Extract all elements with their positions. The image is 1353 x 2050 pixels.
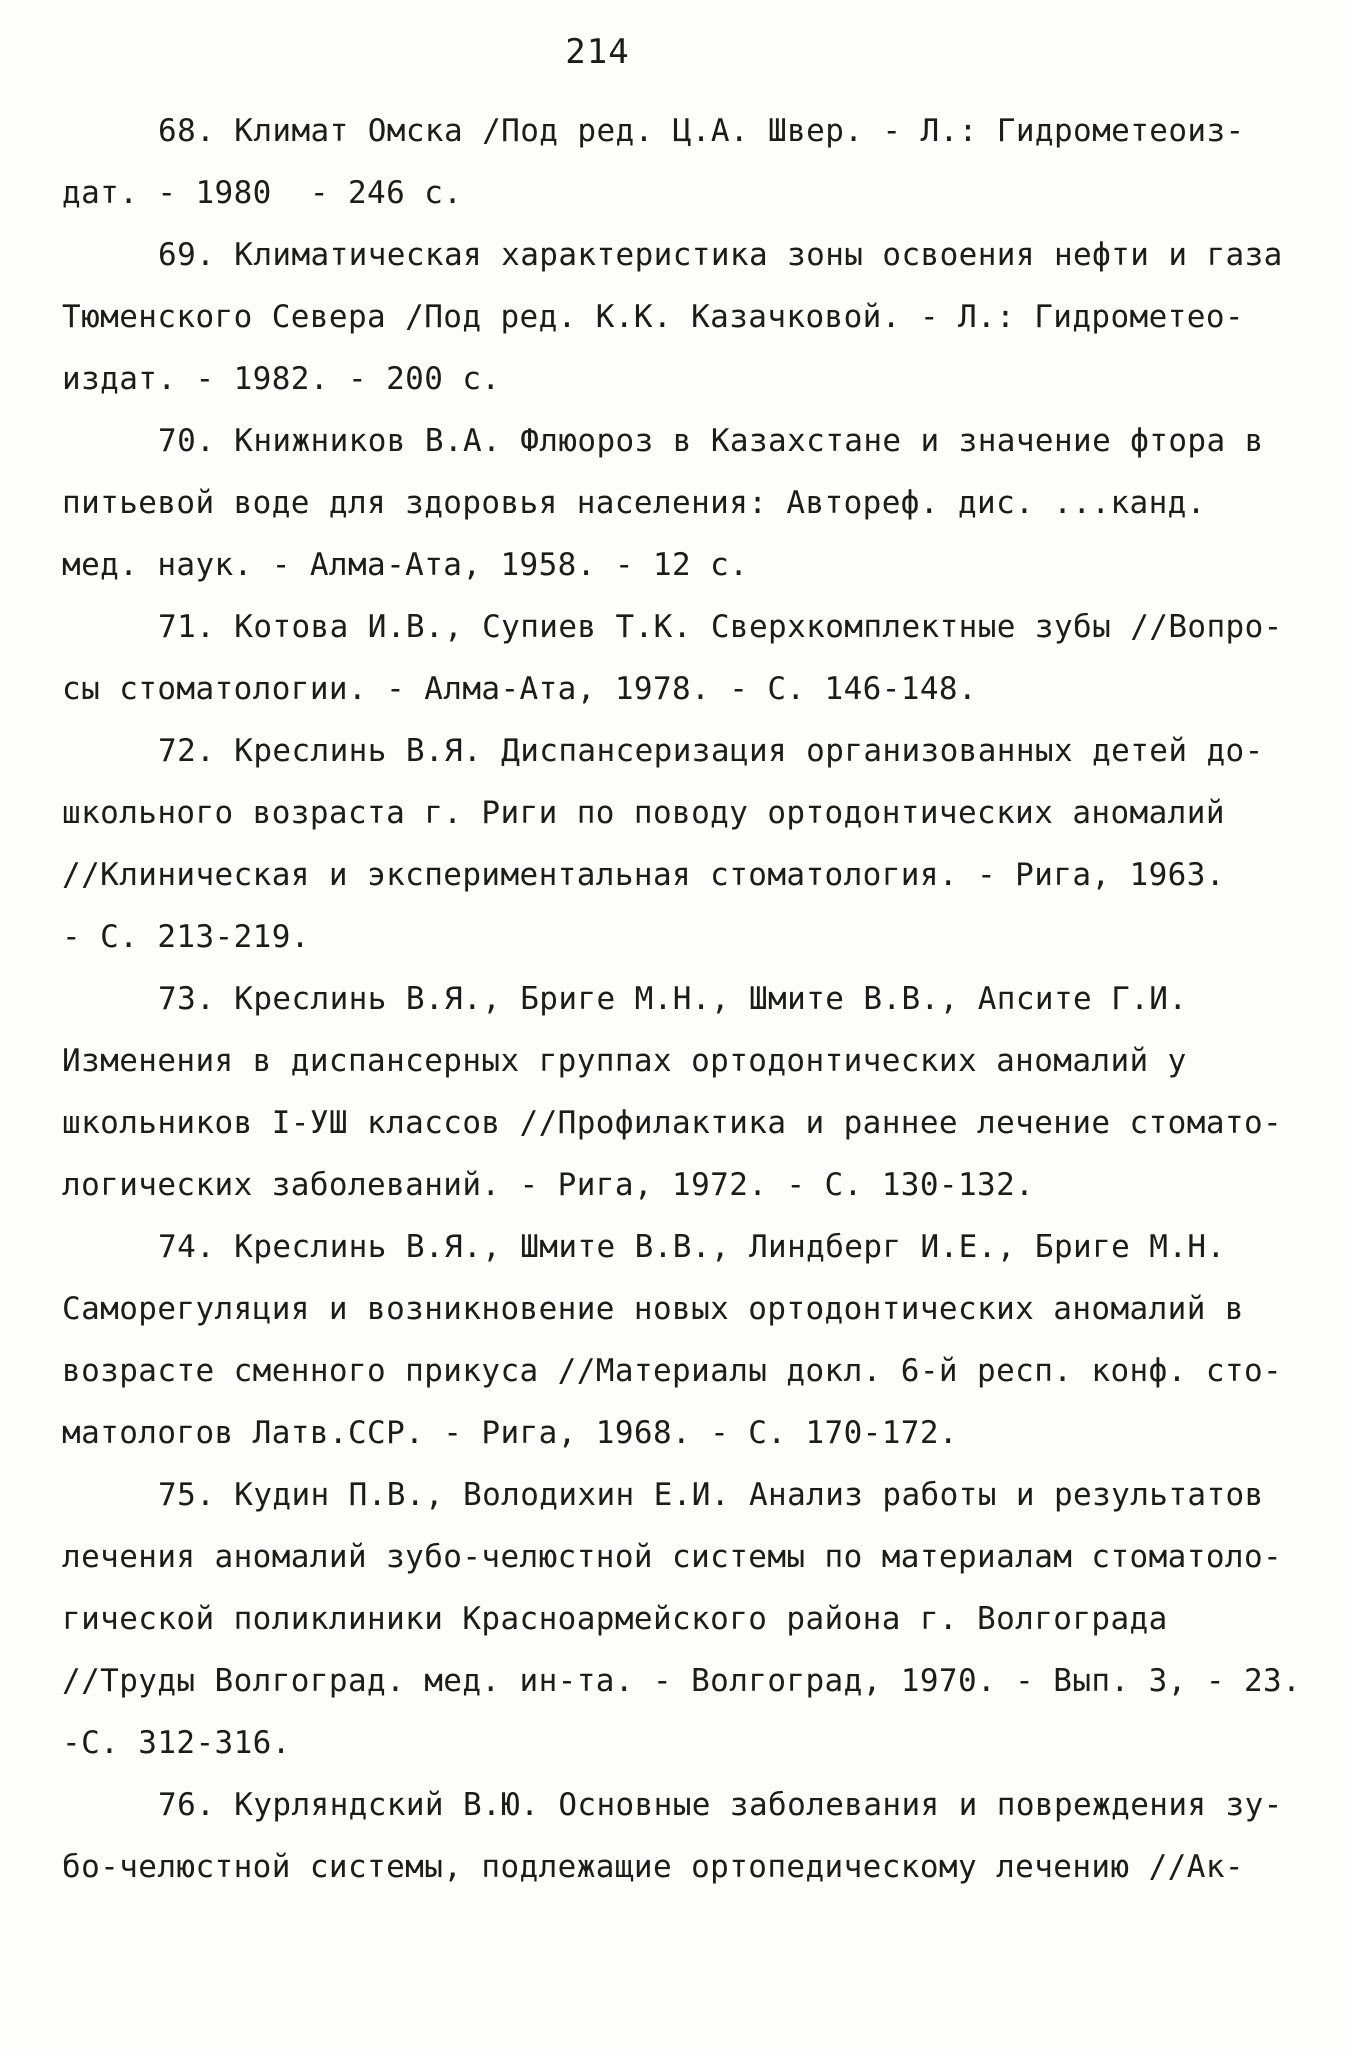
entry-first-line: 70. Книжников В.А. Флюороз в Казахстане и значение фтора в — [158, 423, 1264, 459]
entry-continuation-line: -С. 312-316. — [62, 1725, 291, 1761]
entry-continuation-line: школьного возраста г. Риги по поводу ортодонтических аномалий — [62, 795, 1225, 831]
entry-first-line: 73. Креслинь В.Я., Бриге М.Н., Шмите В.В., Апсите Г.И. — [158, 981, 1188, 1017]
entry-first-line: 72. Креслинь В.Я. Диспансеризация организованных детей до- — [158, 733, 1264, 769]
bibliography-entry — [62, 1464, 1302, 1774]
bibliography-entry — [62, 1216, 1293, 1464]
entry-first-line: 69. Климатическая характеристика зоны освоения нефти и газа — [158, 237, 1283, 273]
entry-continuation-line: питьевой воде для здоровья населения: Автореф. дис. ...канд. — [62, 485, 1206, 521]
entry-continuation-line: Тюменского Севера /Под ред. К.К. Казачковой. - Л.: Гидрометео- — [62, 299, 1244, 335]
entry-continuation-line: матологов Латв.ССР. - Рига, 1968. - С. 170-172. — [62, 1415, 958, 1451]
bibliography-entry — [62, 410, 1293, 596]
entry-continuation-line: логических заболеваний. - Рига, 1972. - С. 130-132. — [62, 1167, 1035, 1203]
bibliography-list — [62, 100, 1302, 1898]
entry-continuation-line: Саморегуляция и возникновение новых ортодонтических аномалий в — [62, 1291, 1244, 1327]
entry-first-line: 76. Курляндский В.Ю. Основные заболевания и повреждения зу- — [158, 1787, 1283, 1823]
entry-first-line: 71. Котова И.В., Супиев Т.К. Сверхкомплектные зубы //Вопро- — [158, 609, 1283, 645]
bibliography-entry — [62, 224, 1293, 410]
entry-continuation-line: издат. - 1982. - 200 с. — [62, 361, 501, 397]
bibliography-entry — [62, 100, 1293, 224]
entry-continuation-line: возрасте сменного прикуса //Материалы докл. 6-й респ. конф. сто- — [62, 1353, 1283, 1389]
entry-continuation-line: мед. наук. - Алма-Ата, 1958. - 12 с. — [62, 547, 749, 583]
entry-first-line: 68. Климат Омска /Под ред. Ц.А. Швер. - Л.: Гидрометеоиз- — [158, 113, 1245, 149]
entry-continuation-line: сы стоматологии. - Алма-Ата, 1978. - С. 146-148. — [62, 671, 978, 707]
bibliography-entry — [62, 596, 1293, 720]
entry-continuation-line: лечения аномалий зубо-челюстной системы по материалам стоматоло- — [62, 1539, 1283, 1575]
bibliography-entry — [62, 720, 1293, 968]
bibliography-entry — [62, 1774, 1293, 1898]
entry-continuation-line: гической поликлиники Красноармейского района г. Волгограда — [62, 1601, 1168, 1637]
entry-continuation-line: Изменения в диспансерных группах ортодонтических аномалий у — [62, 1043, 1187, 1079]
entry-continuation-line: школьников I-УШ классов //Профилактика и раннее лечение стомато- — [62, 1105, 1283, 1141]
entry-continuation-line: //Клиническая и экспериментальная стоматология. - Рига, 1963. — [62, 857, 1225, 893]
entry-continuation-line: //Труды Волгоград. мед. ин-та. - Волгоград, 1970. - Вып. 3, - 23. — [62, 1663, 1302, 1699]
page-number: 214 — [565, 32, 630, 72]
entry-first-line: 75. Кудин П.В., Володихин Е.И. Анализ работы и результатов — [158, 1477, 1264, 1513]
entry-first-line: 74. Креслинь В.Я., Шмите В.В., Линдберг И.Е., Бриге М.Н. — [158, 1229, 1226, 1265]
bibliography-entry — [62, 968, 1293, 1216]
entry-continuation-line: - С. 213-219. — [62, 919, 310, 955]
entry-continuation-line: бо-челюстной системы, подлежащие ортопедическому лечению //Ак- — [62, 1849, 1244, 1885]
entry-continuation-line: дат. - 1980 - 246 с. — [62, 175, 463, 211]
